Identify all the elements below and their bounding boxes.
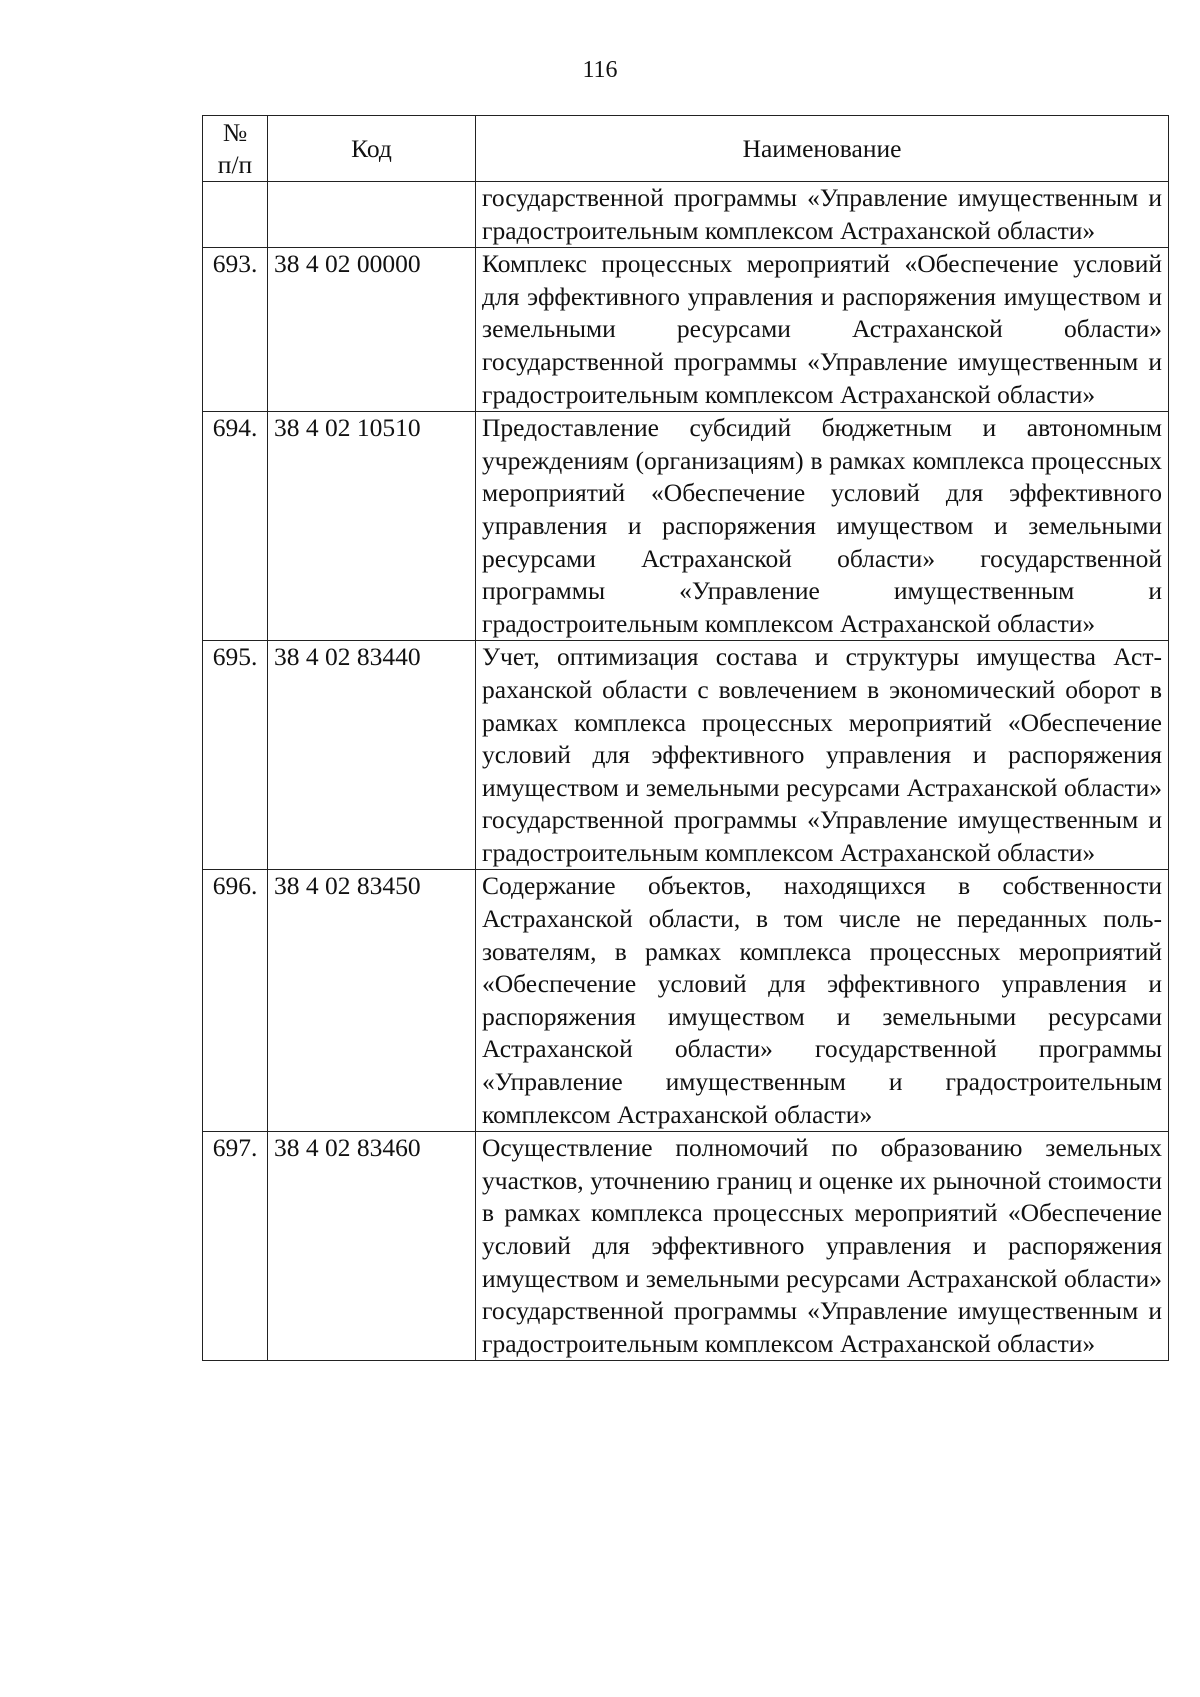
row-name: Осуществление полномочий по образованию земельных участков, уточнению границ и оценке их рыночной стоимости в рамках комплекса процессных мероприятий «Обеспечение условий для эффективного управления и распоряжения имуществом и земельными ресурсами Астраханской области» государственной программы «Управление имущественным и градостроительным комплексом Астраханской области»	[476, 1132, 1169, 1361]
row-name: Комплекс процессных мероприятий «Обеспечение условий для эффективного управления и распоряжения имуществом и земельными ресурсами Астраханской области» государственной программы «Управление имущественным и градостроительным комплексом Астраханской области»	[476, 248, 1169, 412]
row-number: 697.	[203, 1132, 268, 1361]
table-row	[203, 412, 1169, 641]
row-code	[268, 182, 476, 248]
row-code: 38 4 02 83450	[268, 870, 476, 1132]
row-number: 695.	[203, 641, 268, 870]
header-name: Наименование	[476, 116, 1169, 182]
row-name: государственной программы «Управление имущественным и градостроительным комплексом Астраханской области»	[476, 182, 1169, 248]
row-name: Предоставление субсидий бюджетным и автономным учреждениям (организациям) в рамках комплекса процессных мероприятий «Обеспечение условий для эффективного управления и распоряжения имуществом и земельными ресурсами Астраханской области» государственной программы «Управление имущественным и градостроительным комплексом Астраханской области»	[476, 412, 1169, 641]
row-name: Содержание объектов, находящихся в собственности Астраханской области, в том числе не переданных пользователям, в рамках комплекса процессных мероприятий «Обеспечение условий для эффективного управления и распоряжения имуществом и земельными ресурсами Астраханской области» государственной программы «Управление имущественным и градостроительным комплексом Астраханской области»	[476, 870, 1169, 1132]
row-number: 694.	[203, 412, 268, 641]
table-row	[203, 1132, 1169, 1361]
row-number: 693.	[203, 248, 268, 412]
row-code: 38 4 02 83440	[268, 641, 476, 870]
budget-classification-table	[202, 115, 1169, 1361]
row-number	[203, 182, 268, 248]
header-number-symbol: №	[222, 117, 248, 147]
row-code: 38 4 02 10510	[268, 412, 476, 641]
row-number: 696.	[203, 870, 268, 1132]
row-name: Учет, оптимизация состава и структуры имущества Астраханской области с вовлечением в экономический оборот в рамках комплекса процессных мероприятий «Обеспечение условий для эффективного управления и распоряжения имуществом и земельными ресурсами Астраханской области» государственной программы «Управление имущественным и градостроительным комплексом Астраханской области»	[476, 641, 1169, 870]
row-code: 38 4 02 00000	[268, 248, 476, 412]
table-row	[203, 870, 1169, 1132]
table-row	[203, 182, 1169, 248]
row-code: 38 4 02 83460	[268, 1132, 476, 1361]
table-header-row	[203, 116, 1169, 182]
header-code: Код	[268, 116, 476, 182]
table-row	[203, 248, 1169, 412]
page-number: 116	[582, 57, 618, 83]
table-row	[203, 641, 1169, 870]
header-number	[203, 116, 268, 182]
header-number-abbr: п/п	[217, 149, 253, 179]
